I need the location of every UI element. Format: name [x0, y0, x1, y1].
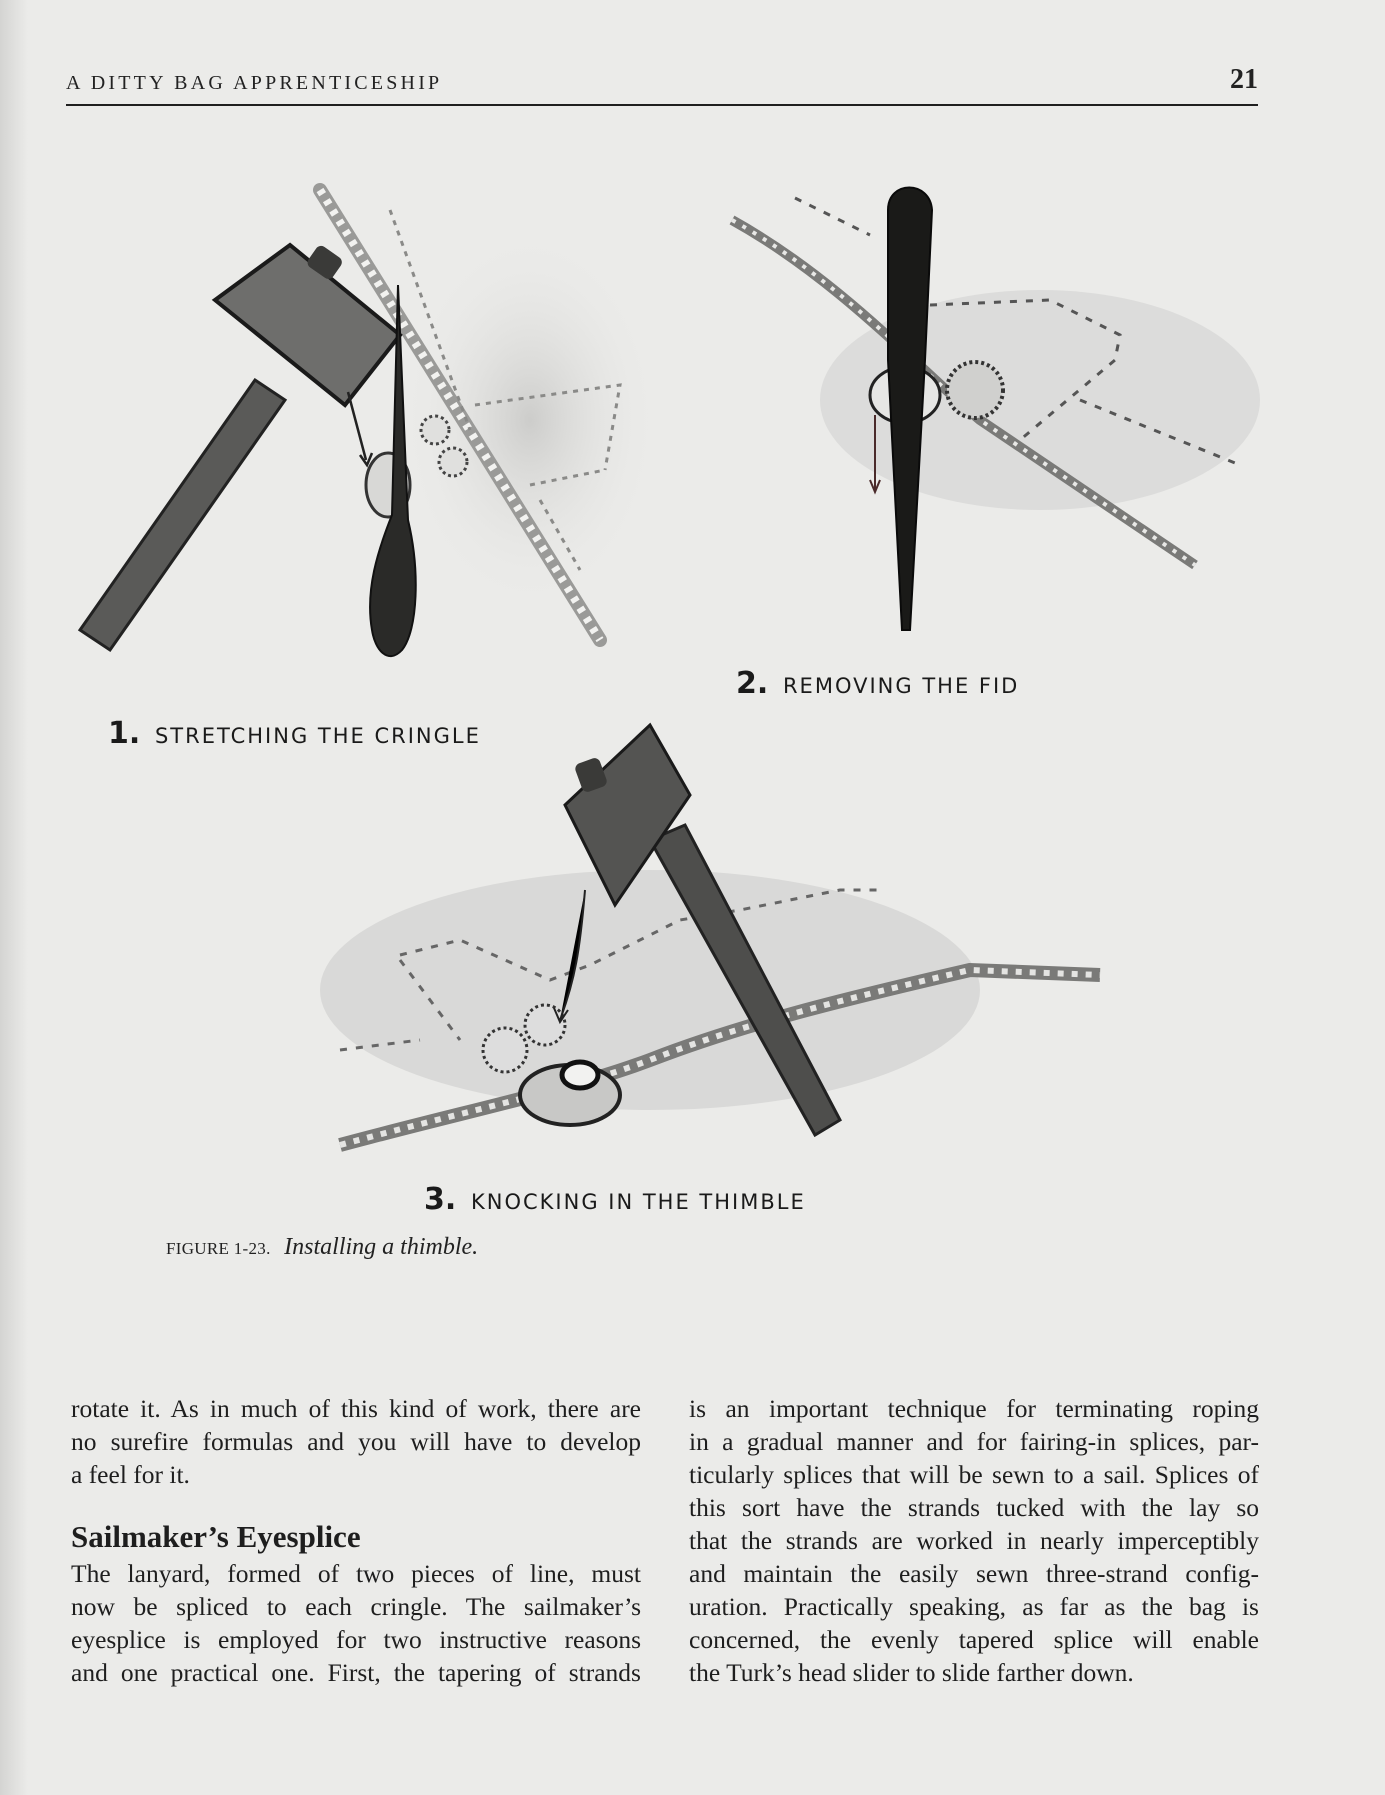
- text-line: rotate it. As in much of this kind of work, there are: [71, 1394, 641, 1423]
- text-line: eyesplice is employed for two instructive reasons: [71, 1625, 641, 1654]
- text-line: this sort have the strands tucked with the lay so: [689, 1493, 1259, 1522]
- figure-caption: [166, 1234, 478, 1261]
- text-line: a feel for it.: [71, 1460, 190, 1489]
- text-line: now be spliced to each cringle. The sailmaker’s: [71, 1592, 641, 1621]
- text-line: uration. Practically speaking, as far as the bag is: [689, 1592, 1259, 1621]
- mallet-fid-cringle-illustration: [60, 170, 660, 690]
- figure-title: Installing a thimble.: [284, 1234, 479, 1260]
- intro-paragraph: [71, 1392, 641, 1491]
- page-number: 21: [1230, 64, 1258, 95]
- text-line: The lanyard, formed of two pieces of line, must: [71, 1559, 641, 1588]
- fid-removal-illustration: [720, 170, 1240, 640]
- panel-3-text: KNOCKING IN THE THIMBLE: [470, 1190, 806, 1214]
- panel-2-text: REMOVING THE FID: [782, 674, 1020, 698]
- section-heading: Sailmaker’s Eyesplice: [71, 1519, 361, 1554]
- panel-1-number: 1.: [108, 716, 141, 751]
- body-column-left: [71, 1392, 641, 1689]
- text-line: no surefire formulas and you will have to develop: [71, 1427, 641, 1456]
- running-title: A DITTY BAG APPRENTICESHIP: [66, 72, 443, 94]
- text-line: and one practical one. First, the tapering of strands: [71, 1658, 641, 1687]
- panel-3-label: [424, 1182, 806, 1217]
- continued-paragraph: [689, 1392, 1259, 1689]
- panel-1-text: STRETCHING THE CRINGLE: [154, 724, 481, 748]
- panel-2-label: [736, 666, 1019, 701]
- mallet-thimble-illustration: [320, 710, 1110, 1160]
- text-line: ticularly splices that will be sewn to a sail. Splices of: [689, 1460, 1259, 1489]
- panel-2-number: 2.: [736, 666, 769, 701]
- text-line: the Turk’s head slider to slide farther down.: [689, 1658, 1134, 1687]
- body-column-right: [689, 1392, 1259, 1689]
- panel-3-number: 3.: [424, 1182, 457, 1217]
- text-line: that the strands are worked in nearly imperceptibly: [689, 1526, 1259, 1555]
- text-line: concerned, the evenly tapered splice will enable: [689, 1625, 1259, 1654]
- section-paragraph: [71, 1557, 641, 1689]
- figure-number: FIGURE 1-23.: [166, 1239, 271, 1258]
- text-line: and maintain the easily sewn three-strand config-: [689, 1559, 1259, 1588]
- text-line: is an important technique for terminating roping: [689, 1394, 1259, 1423]
- text-line: in a gradual manner and for fairing-in splices, par-: [689, 1427, 1259, 1456]
